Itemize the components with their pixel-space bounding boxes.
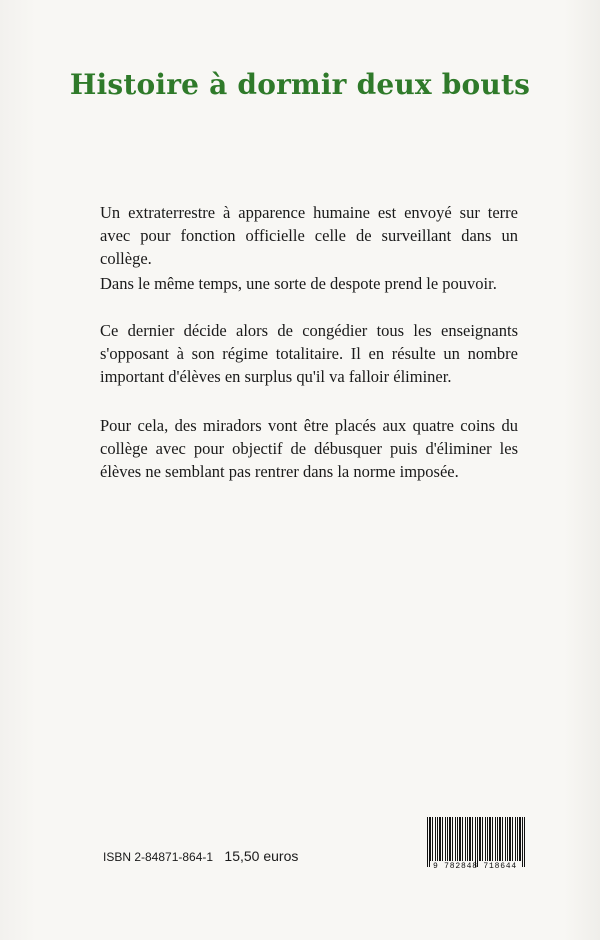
barcode-guard-left bbox=[427, 817, 428, 867]
blurb-paragraph-4: Pour cela, des miradors vont être placés aux quatre coins du collège avec pour objectif de débusquer puis d'éliminer les élèves ne semblant pas rentrer dans la norme imposée. bbox=[100, 416, 518, 481]
barcode-bars bbox=[427, 817, 525, 861]
barcode-guard-center bbox=[475, 817, 476, 867]
barcode-digits: 9 782848 718644 bbox=[432, 862, 517, 871]
blurb-paragraph-1: Un extraterrestre à apparence humaine est envoyé sur terre avec pour fonction officielle celle de surveillant dans un collège. bbox=[100, 203, 518, 268]
book-title: Histoire à dormir deux bouts bbox=[69, 68, 531, 101]
barcode bbox=[421, 815, 529, 875]
isbn-number: ISBN 2-84871-864-1 bbox=[103, 850, 214, 864]
barcode-guard-right-2 bbox=[524, 817, 525, 867]
isbn-price-line bbox=[103, 848, 298, 864]
blurb-paragraph-3: Ce dernier décide alors de congédier tous les enseignants s'opposant à son régime totalitaire. Il en résulte un nombre important d'élèves en surplus qu'il va falloir éliminer. bbox=[100, 321, 518, 386]
price: 15,50 euros bbox=[224, 848, 299, 864]
barcode-guard-left-2 bbox=[429, 817, 430, 867]
blurb-paragraph-2: Dans le même temps, une sorte de despote prend le pouvoir. bbox=[100, 274, 497, 293]
barcode-guard-right bbox=[522, 817, 523, 867]
barcode-guard-center-2 bbox=[477, 817, 478, 867]
